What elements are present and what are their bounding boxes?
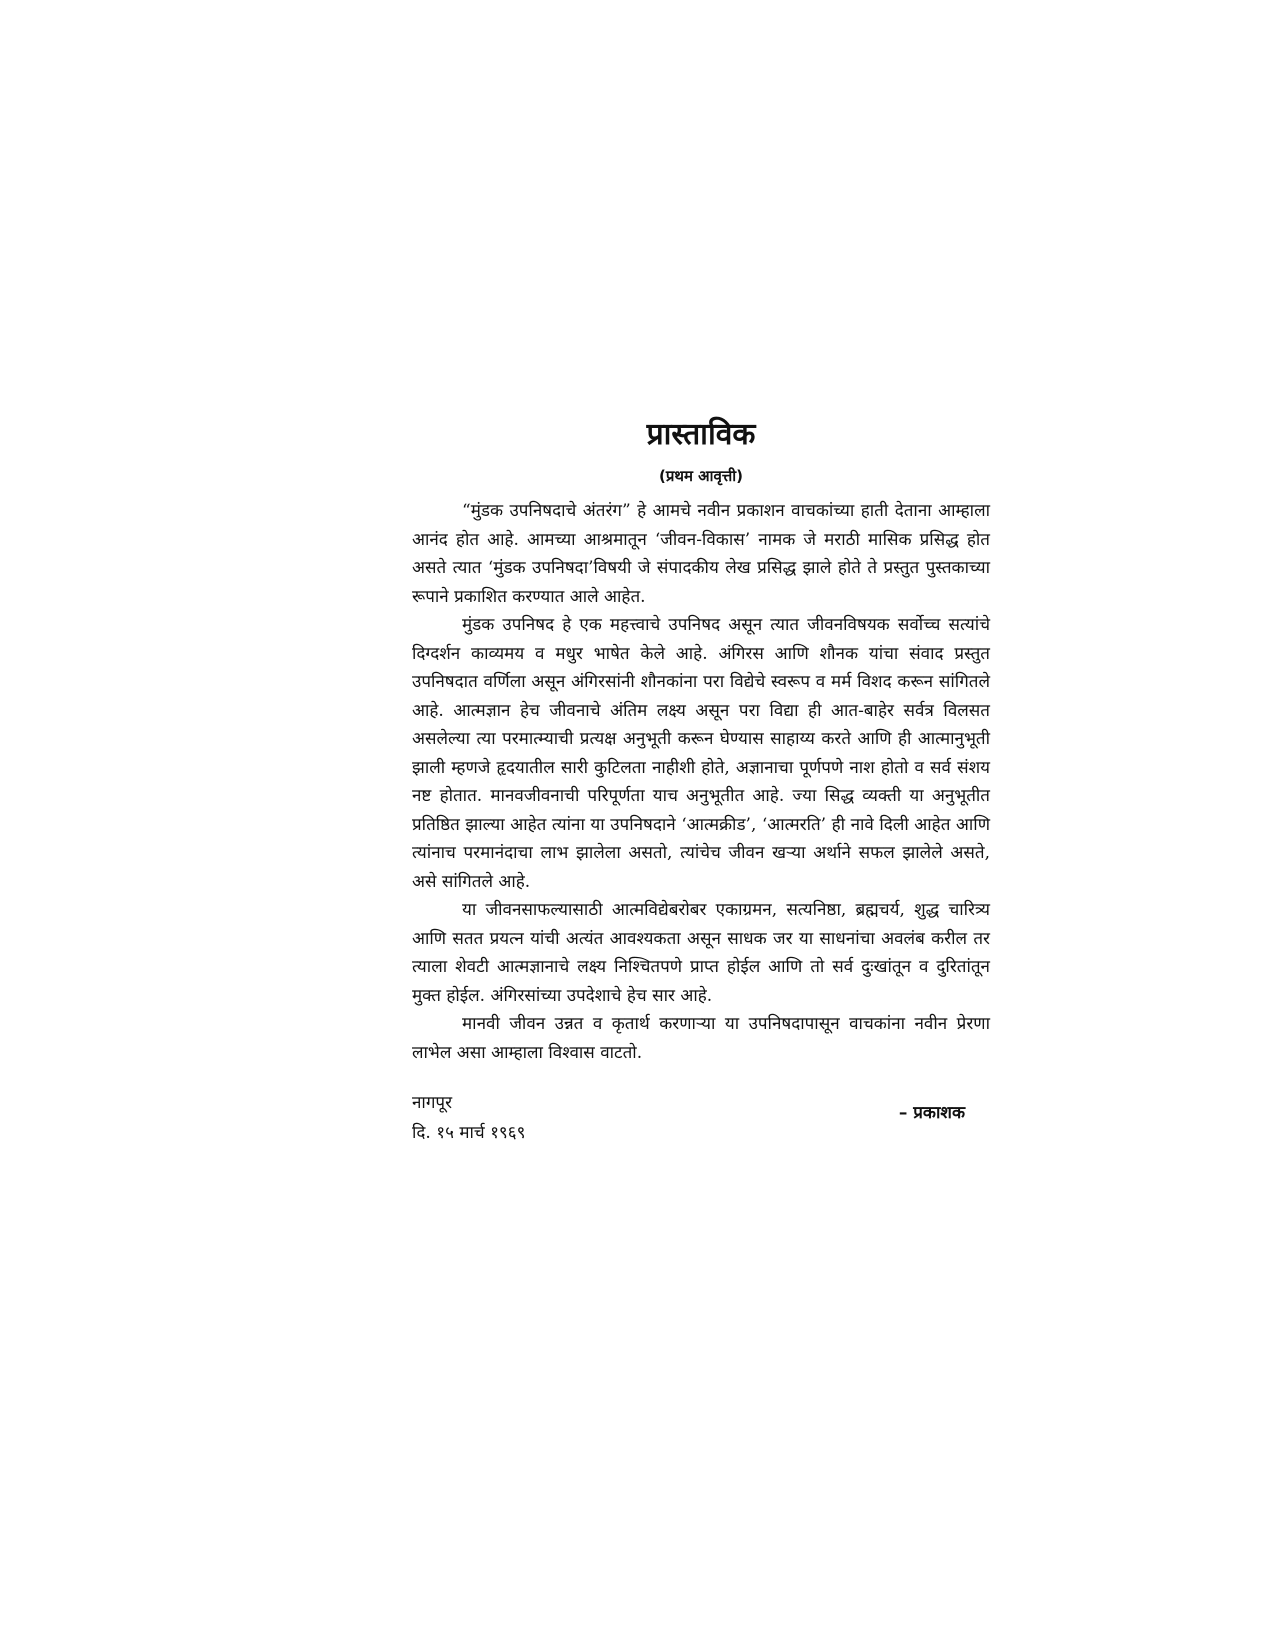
paragraph-3: या जीवनसाफल्यासाठी आत्मविद्येबरोबर एकाग्रमन, सत्यनिष्ठा, ब्रह्मचर्य, शुद्ध चारित्र्य आणि सतत प्रयत्न यांची अत्यंत आवश्यकता असून साधक जर या साधनांचा अवलंब करील तर त्याला शेवटी आत्मज्ञानाचे लक्ष्य निश्चितपणे प्राप्त होईल आणि तो सर्व दुःखांतून व दुरितांतून मुक्त होईल. अंगिरसांच्या उपदेशाचे हेच सार आहे. — [412, 900, 990, 1006]
page-content — [412, 415, 990, 1159]
page-title: प्रास्ताविक — [646, 417, 756, 452]
paragraph-2: मुंडक उपनिषद हे एक महत्त्वाचे उपनिषद असून त्यात जीवनविषयक सर्वोच्च सत्यांचे दिग्दर्शन काव्यमय व मधुर भाषेत केले आहे. अंगिरस आणि शौनक यांचा संवाद प्रस्तुत उपनिषदात वर्णिला असून अंगिरसांनी शौनकांना परा विद्येचे स्वरूप व मर्म विशद करून सांगितले आहे. आत्मज्ञान हेच जीवनाचे अंतिम लक्ष्य असून परा विद्या ही आत-बाहेर सर्वत्र विलसत असलेल्या त्या परमात्म्याची प्रत्यक्ष अनुभूती करून घेण्यास साहाय्य करते आणि ही आत्मानुभूती झाली म्हणजे हृदयातील सारी कुटिलता नाहीशी होते, अज्ञानाचा पूर्णपणे नाश होतो व सर्व संशय नष्ट होतात. मानवजीवनाची परिपूर्णता याच अनुभूतीत आहे. ज्या सिद्ध व्यक्ती या अनुभूतीत प्रतिष्ठित झाल्या आहेत त्यांना या उपनिषदाने ‘आत्मक्रीड’, ‘आत्मरति’ ही नावे दिली आहेत आणि त्यांनाच परमानंदाचा लाभ झालेला असतो, त्यांचेच जीवन खऱ्या अर्थाने सफल झालेले असते, असे सांगितले आहे. — [412, 615, 990, 892]
preface-date: दि. १५ मार्च १९६९ — [412, 1123, 526, 1143]
paragraph-1: “मुंडक उपनिषदाचे अंतरंग” हे आमचे नवीन प्रकाशन वाचकांच्या हाती देताना आम्हाला आनंद होत आहे. आमच्या आश्रमातून ‘जीवन-विकास’ नामक जे मराठी मासिक प्रसिद्ध होत असते त्यात ‘मुंडक उपनिषदा’विषयी जे संपादकीय लेख प्रसिद्ध झाले होते ते प्रस्तुत पुस्तकाच्या रूपाने प्रकाशित करण्यात आले आहेत. — [412, 501, 990, 607]
preface-footer — [412, 1089, 990, 1159]
publisher-signature: – प्रकाशक — [898, 1103, 965, 1123]
edition-subtitle: (प्रथम आवृत्ती) — [659, 467, 743, 485]
place-name: नागपूर — [412, 1093, 453, 1113]
paragraph-4: मानवी जीवन उन्नत व कृतार्थ करणाऱ्या या उपनिषदापासून वाचकांना नवीन प्रेरणा लाभेल असा आम्हाला विश्वास वाटतो. — [412, 1014, 990, 1063]
